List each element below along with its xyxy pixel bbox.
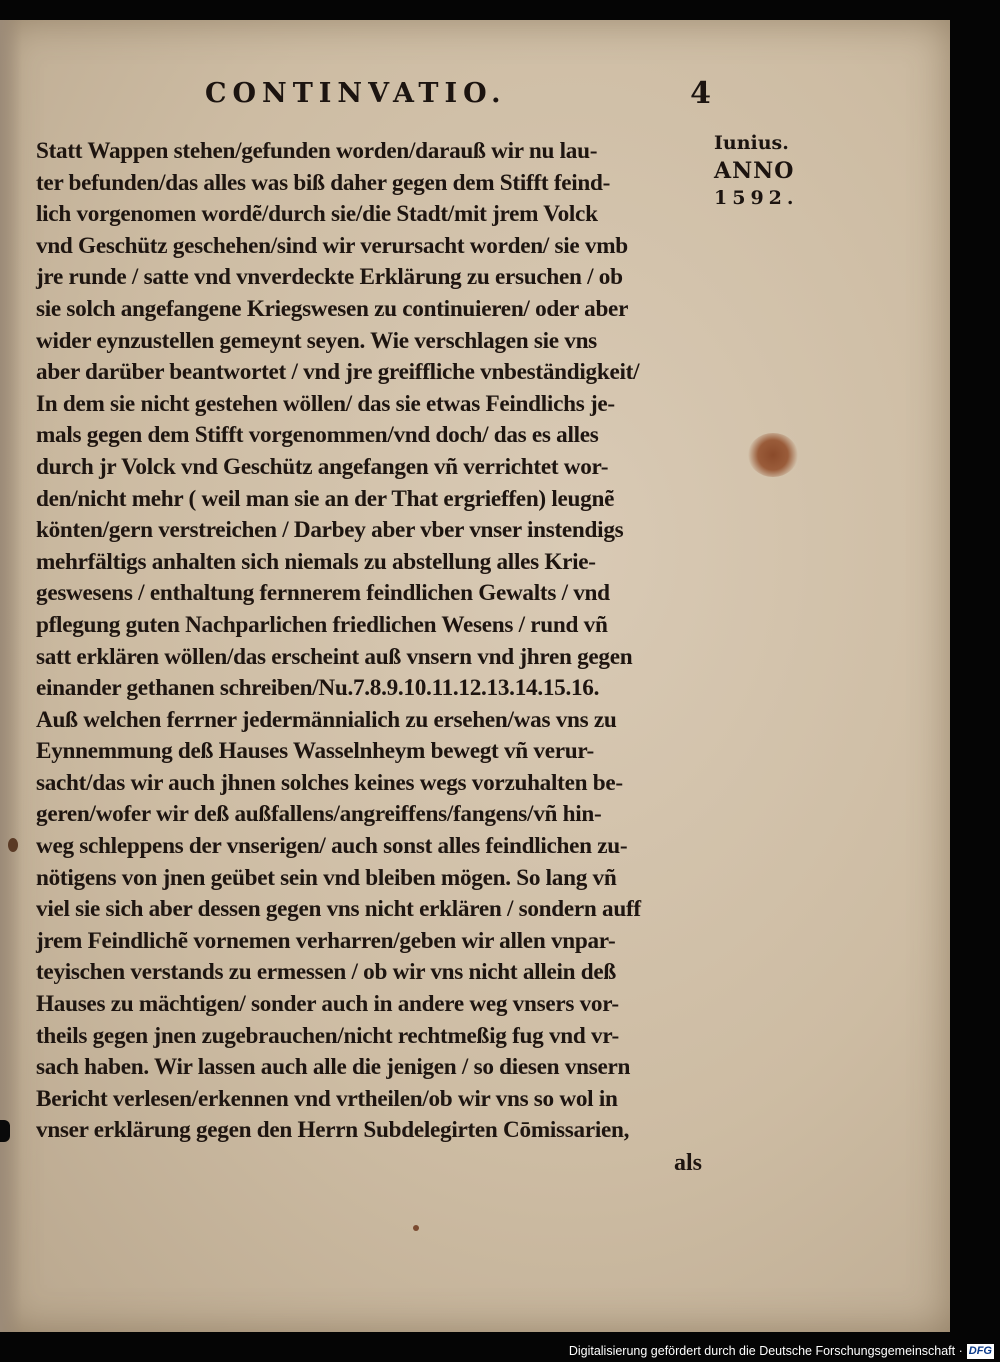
text-line: theils gegen jnen zugebrauchen/nicht rechtmeßig fug vnd vr-	[36, 1022, 619, 1049]
text-line: Hauses zu mächtigen/ sonder auch in andere weg vnsers vor-	[36, 991, 619, 1018]
margin-note	[714, 132, 804, 209]
text-line: sach haben. Wir lassen auch alle die jenigen / so diesen vnsern	[36, 1054, 631, 1081]
page-number: 4	[690, 76, 711, 111]
text-line: durch jr Volck vnd Geschütz angefangen vñ verrichtet wor-	[36, 453, 609, 480]
text-line: wider eynzustellen gemeynt seyen. Wie verschlagen sie vns	[36, 327, 597, 354]
book-page	[0, 20, 950, 1332]
footer-text: Digitalisierung gefördert durch die Deutsche Forschungsgemeinschaft ·	[568, 1344, 963, 1358]
text-line: Eynnemmung deß Hauses Wasselnheym bewegt vñ verur-	[36, 738, 594, 765]
text-line: weg schleppens der vnserigen/ auch sonst alles feindlichen zu-	[36, 833, 628, 860]
margin-note-anno: ANNO	[714, 158, 795, 184]
text-line: teyischen verstands zu ermessen / ob wir vns nicht allein deß	[36, 959, 617, 986]
footer-credit	[569, 1340, 994, 1362]
text-line: mals gegen dem Stifft vorgenommen/vnd doch/ das es alles	[36, 422, 599, 449]
running-title: CONTINVATIO.	[205, 78, 507, 109]
text-line: vnser erklärung gegen den Herrn Subdelegirten Cōmissarien,	[36, 1117, 630, 1144]
stain-mark	[748, 433, 798, 477]
text-line: vnd Geschütz geschehen/sind wir verursacht worden/ sie vmb	[36, 232, 628, 259]
text-line: ter befunden/das alles was biß daher gegen dem Stifft feind-	[36, 169, 611, 196]
page-header	[205, 78, 715, 126]
binding-clip	[0, 1120, 10, 1142]
text-line: In dem sie nicht gestehen wöllen/ das sie etwas Feindlichs je-	[36, 390, 615, 417]
dfg-logo: DFG	[968, 1344, 992, 1357]
body-text	[36, 136, 716, 1147]
stain-mark-lower	[413, 1225, 419, 1231]
text-line: sie solch angefangene Kriegswesen zu continuieren/ oder aber	[36, 295, 629, 322]
stain-mark-margin	[8, 838, 18, 852]
text-line: aber darüber beantwortet / vnd jre greiffliche vnbeständigkeit/	[36, 359, 640, 386]
margin-note-month: Iunius.	[714, 132, 789, 154]
text-line: jre runde / satte vnd vnverdeckte Erklärung zu ersuchen / ob	[36, 264, 623, 291]
text-line: könten/gern verstreichen / Darbey aber vber vnser instendigs	[36, 517, 624, 544]
text-line: nötigens von jnen geübet sein vnd bleiben mögen. So lang vñ	[36, 864, 617, 891]
text-line: den/nicht mehr ( weil man sie an der That ergrieffen) leugnẽ	[36, 485, 615, 512]
text-line: satt erklären wöllen/das erscheint auß vnsern vnd jhren gegen	[36, 643, 633, 670]
text-line: geren/wofer wir deß außfallens/angreiffens/fangens/vñ hin-	[36, 801, 602, 828]
text-line: Statt Wappen stehen/gefunden worden/darauß wir nu lau-	[36, 138, 598, 164]
text-line: sacht/das wir auch jhnen solches keines wegs vorzuhalten be-	[36, 769, 623, 796]
margin-note-year: 1592.	[714, 187, 799, 209]
text-line: lich vorgenomen wordẽ/durch sie/die Stadt/mit jrem Volck	[36, 201, 598, 228]
catchword: als	[674, 1150, 703, 1176]
text-line: geswesens / enthaltung fernnerem feindlichen Gewalts / vnd	[36, 580, 610, 607]
text-line: einander gethanen schreiben/Nu.7.8.9.10.11.12.13.14.15.16.	[36, 675, 600, 702]
text-line: Auß welchen ferrner jedermännialich zu ersehen/was vns zu	[36, 706, 617, 733]
text-line: viel sie sich aber dessen gegen vns nicht erklären / sondern auff	[36, 896, 641, 923]
text-line: Bericht verlesen/erkennen vnd vrtheilen/ob wir vns so wol in	[36, 1085, 618, 1112]
text-line: pflegung guten Nachparlichen friedlichen Wesens / rund vñ	[36, 611, 608, 638]
text-line: mehrfältigs anhalten sich niemals zu abstellung alles Krie-	[36, 548, 596, 575]
text-line: jrem Feindlichẽ vornemen verharren/geben wir allen vnpar-	[36, 927, 616, 954]
